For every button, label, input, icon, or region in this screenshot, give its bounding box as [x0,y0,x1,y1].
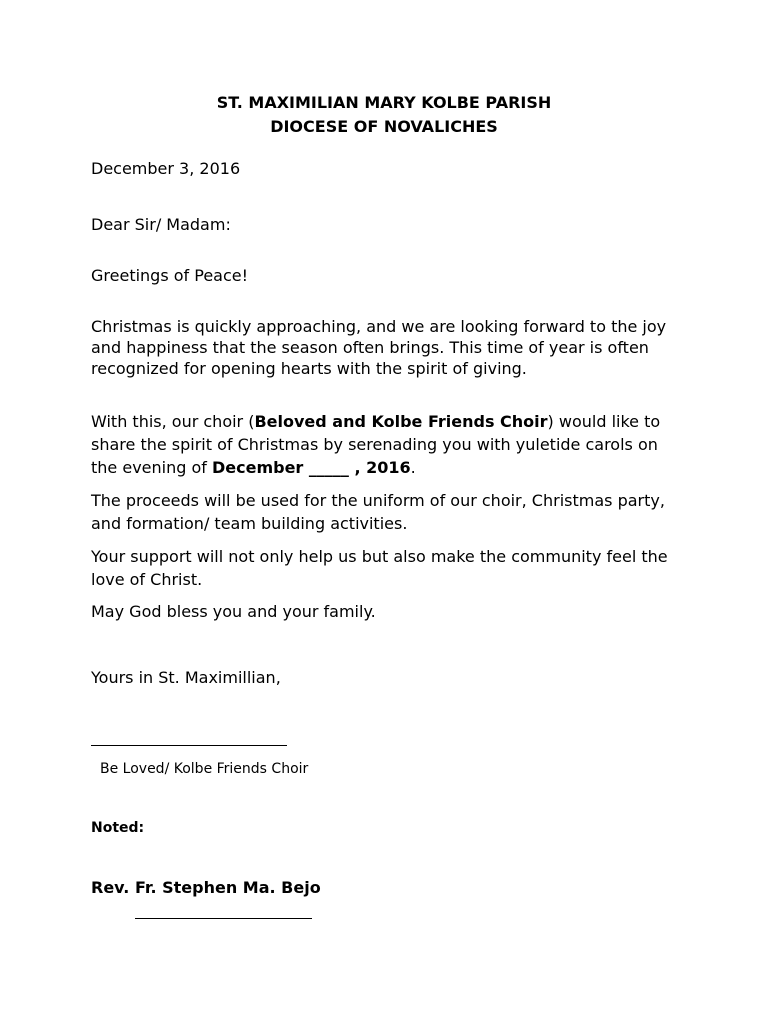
noted-label: Noted: [91,820,145,836]
paragraph-support: Your support will not only help us but also make the community feel the love of Christ. [91,547,668,589]
letter-date: December 3, 2016 [91,159,241,178]
salutation: Dear Sir/ Madam: [91,215,231,234]
paragraph-proceeds: The proceeds will be used for the uniform of our choir, Christmas party, and formation/ team building activities. [91,491,665,533]
serenade-date: December _____ , 2016 [211,458,411,477]
signatory-name: Be Loved/ Kolbe Friends Choir [100,761,309,777]
parish-name: ST. MAXIMILIAN MARY KOLBE PARISH [216,93,552,112]
signature-line [91,745,287,746]
paragraph-serenade-text-b: ) would like to share the spirit of Christmas by serenading you with yuletide carols on the evening of [91,412,661,477]
diocese-name: DIOCESE OF NOVALICHES [270,117,498,136]
choir-name: Beloved and Kolbe Friends Choir [254,412,548,431]
paragraph-serenade [91,410,681,479]
paragraph-intro: Christmas is quickly approaching, and we are looking forward to the joy and happiness that the season often brings. This time of year is often recognized for opening hearts with the spirit of giving. [91,317,667,378]
greeting: Greetings of Peace! [91,266,249,285]
closing: Yours in St. Maximillian, [91,668,281,687]
priest-signature-line [135,918,312,919]
paragraph-serenade-text-a: With this, our choir ( [91,412,255,431]
blessing: May God bless you and your family. [91,602,376,621]
priest-name: Rev. Fr. Stephen Ma. Bejo [91,878,321,897]
paragraph-serenade-text-c: . [410,458,416,477]
